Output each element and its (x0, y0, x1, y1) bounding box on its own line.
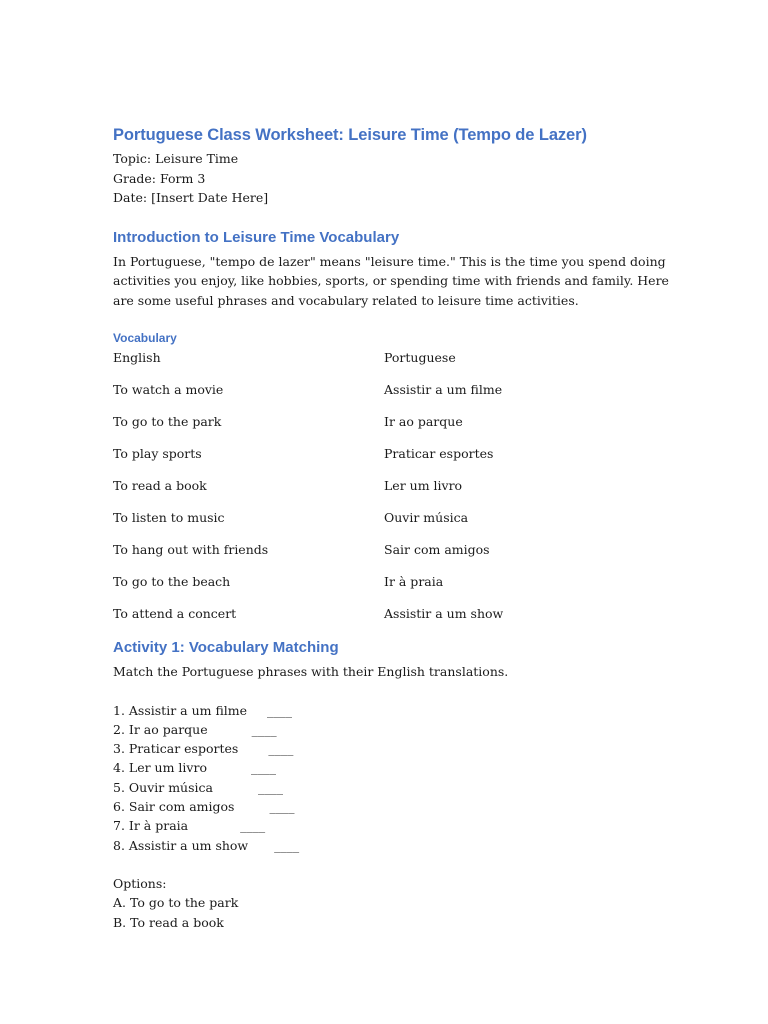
english-cell: To listen to music (113, 510, 225, 525)
answer-blank: ____ (250, 760, 276, 776)
matching-item (113, 816, 673, 835)
options-label: Options: (113, 875, 167, 891)
matching-phrase: 5. Ouvir música (113, 779, 213, 795)
portuguese-cell: Assistir a um filme (384, 382, 503, 397)
matching-item (113, 797, 673, 816)
intro-heading: Introduction to Leisure Time Vocabulary (113, 228, 400, 246)
activity1-instructions: Match the Portuguese phrases with their English translations. (113, 664, 509, 679)
vocabulary-header-row (113, 348, 673, 380)
grade-line: Grade: Form 3 (113, 170, 206, 186)
column-header-portuguese: Portuguese (384, 350, 456, 365)
portuguese-cell: Sair com amigos (384, 542, 490, 557)
matching-item (113, 720, 673, 739)
answer-blank: ____ (268, 741, 294, 757)
matching-phrase: 6. Sair com amigos (113, 798, 235, 814)
portuguese-cell: Ler um livro (384, 478, 463, 493)
matching-item (113, 739, 673, 758)
intro-paragraph: In Portuguese, "tempo de lazer" means "leisure time." This is the time you spend doing activities you enjoy, like hobbies, sports, or spending time with friends and family. Here are some useful phrases and vocabulary related to leisure time activities. (113, 253, 669, 308)
matching-item (113, 758, 673, 777)
matching-phrase: 7. Ir à praia (113, 818, 189, 834)
matching-phrase: 4. Ler um livro (113, 760, 207, 776)
matching-item (113, 836, 673, 855)
vocabulary-row (113, 412, 673, 444)
portuguese-cell: Ir ao parque (384, 414, 463, 429)
portuguese-cell: Praticar esportes (384, 446, 494, 461)
vocabulary-row (113, 380, 673, 412)
matching-phrase: 3. Praticar esportes (113, 741, 239, 757)
document-title: Portuguese Class Worksheet: Leisure Time (Tempo de Lazer) (113, 126, 587, 144)
english-cell: To hang out with friends (113, 542, 269, 557)
vocabulary-heading: Vocabulary (113, 331, 177, 345)
matching-list (113, 701, 673, 855)
activity1-heading: Activity 1: Vocabulary Matching (113, 639, 339, 656)
vocabulary-row (113, 572, 673, 604)
vocabulary-row (113, 508, 673, 540)
column-header-english: English (113, 350, 161, 365)
portuguese-cell: Ir à praia (384, 574, 444, 589)
matching-phrase: 1. Assistir a um filme (113, 702, 248, 718)
answer-blank: ____ (267, 702, 293, 718)
topic-line: Topic: Leisure Time (113, 151, 239, 166)
english-cell: To go to the park (113, 414, 222, 429)
vocabulary-row (113, 444, 673, 476)
answer-blank: ____ (251, 721, 277, 737)
date-line: Date: [Insert Date Here] (113, 190, 269, 205)
matching-item (113, 701, 673, 720)
english-cell: To play sports (113, 446, 202, 461)
portuguese-cell: Assistir a um show (384, 606, 504, 621)
matching-phrase: 8. Assistir a um show (113, 837, 249, 853)
english-cell: To attend a concert (113, 606, 237, 621)
answer-blank: ____ (274, 837, 300, 853)
matching-phrase: 2. Ir ao parque (113, 721, 208, 737)
portuguese-cell: Ouvir música (384, 510, 469, 525)
vocabulary-row (113, 476, 673, 508)
answer-blank: ____ (257, 779, 283, 795)
english-cell: To read a book (113, 478, 207, 493)
answer-blank: ____ (240, 818, 266, 834)
document-body (113, 124, 673, 932)
answer-blank: ____ (269, 798, 295, 814)
english-cell: To watch a movie (113, 382, 224, 397)
vocabulary-row (113, 540, 673, 572)
option-item: B. To read a book (113, 914, 224, 930)
english-cell: To go to the beach (113, 574, 231, 589)
vocabulary-table (113, 348, 673, 636)
matching-item (113, 778, 673, 797)
option-item: A. To go to the park (113, 895, 239, 911)
vocabulary-row (113, 604, 673, 636)
